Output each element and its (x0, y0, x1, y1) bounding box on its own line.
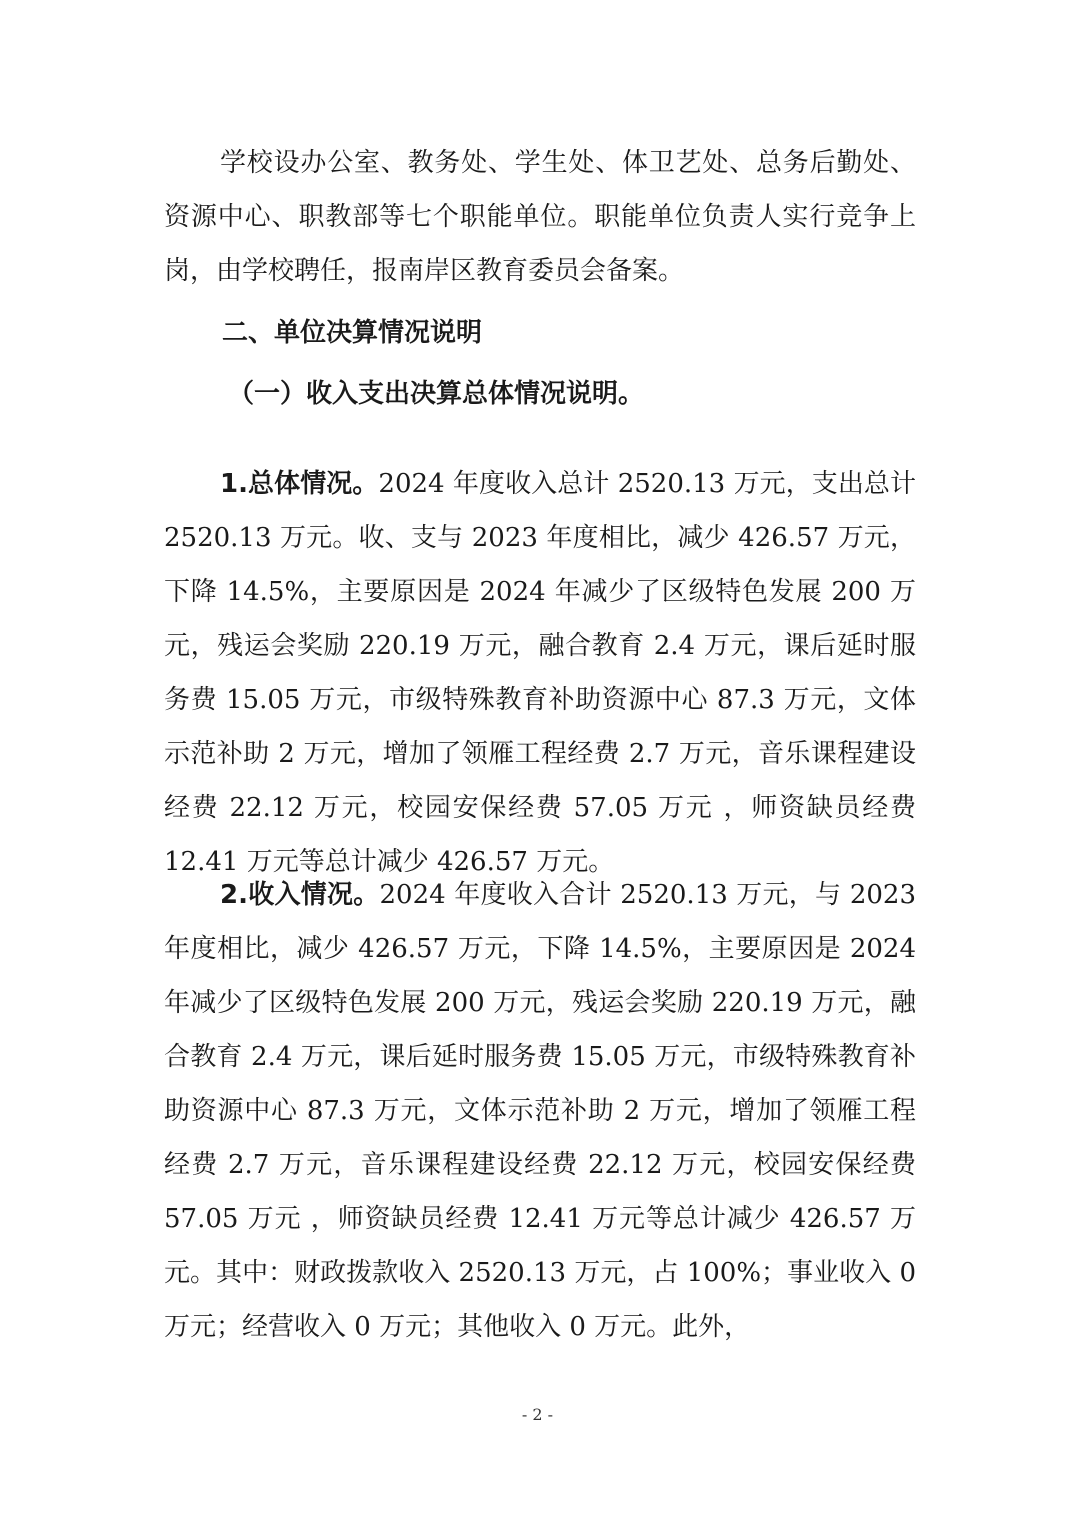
page-number: - 2 - (521, 1405, 554, 1424)
paragraph-overall (164, 457, 916, 889)
paragraph-income-body: 2024 年度收入合计 2520.13 万元，与 2023 年度相比，减少 426.57 万元，下降 14.5%，主要原因是 2024 年减少了区级特色发展 200 万元，残运会奖励 220.19 万元，融合教育 2.4 万元，课后延时服务费 15.05 万元，市级特殊教育补助资源中心 87.3 万元，文体示范补助 2 万元，增加了领雁工程经费 2.7 万元，音乐课程建设经费 22.12 万元，校园安保经费 57.05 万元 ，师资缺员经费 12.41 万元等总计减少 426.57 万元。其中：财政拨款收入 2520.13 万元，占 100%；事业收入 0 万元；经营收入 0 万元；其他收入 0 万元。此外， (164, 880, 917, 1342)
subsection-heading: （一）收入支出决算总体情况说明。 (228, 379, 645, 409)
paragraph-income (164, 868, 916, 1354)
paragraph-overall-body: 2024 年度收入总计 2520.13 万元，支出总计 2520.13 万元。收、支与 2023 年度相比，减少 426.57 万元，下降 14.5%，主要原因是 2024 年减少了区级特色发展 200 万元，残运会奖励 220.19 万元，融合教育 2.4 万元，课后延时服务费 15.05 万元，市级特殊教育补助资源中心 87.3 万元，文体示范补助 2 万元，增加了领雁工程经费 2.7 万元，音乐课程建设经费 22.12 万元，校园安保经费 57.05 万元 ，师资缺员经费 12.41 万元等总计减少 426.57 万元。 (164, 469, 917, 877)
paragraph-income-lead: 2.收入情况。 (220, 880, 380, 910)
paragraph-overall-lead: 1.总体情况。 (220, 469, 379, 499)
paragraph-organization: 学校设办公室、教务处、学生处、体卫艺处、总务后勤处、资源中心、职教部等七个职能单位。职能单位负责人实行竞争上岗，由学校聘任，报南岸区教育委员会备案。 (164, 148, 916, 286)
section-heading: 二、单位决算情况说明 (222, 318, 483, 348)
